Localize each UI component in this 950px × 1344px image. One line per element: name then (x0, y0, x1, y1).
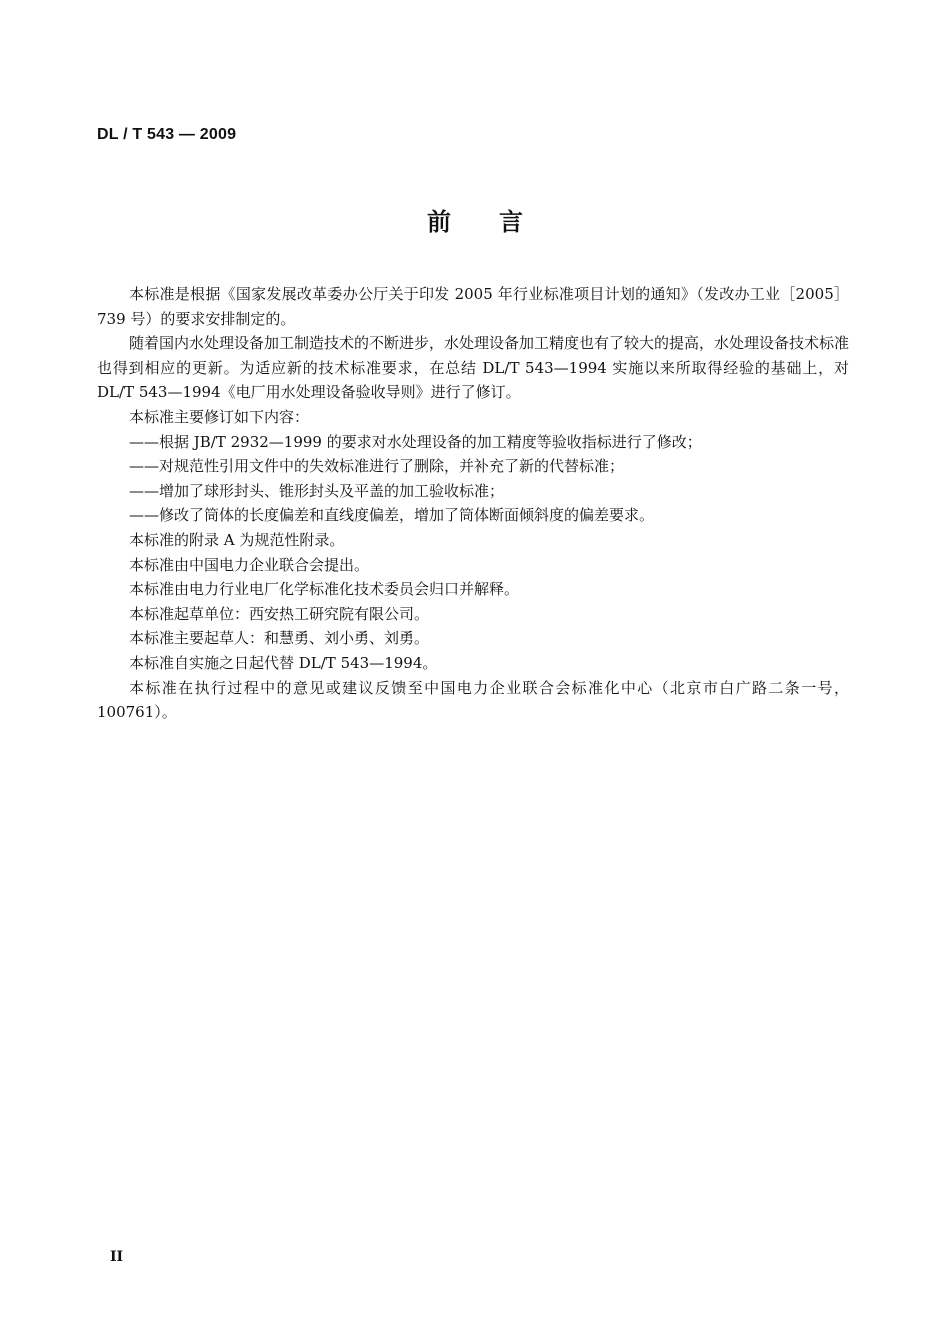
page-number: II (110, 1249, 124, 1265)
revision-item-4: ——修改了筒体的长度偏差和直线度偏差，增加了筒体断面倾斜度的偏差要求。 (129, 506, 655, 525)
paragraph-background: 随着国内水处理设备加工制造技术的不断进步，水处理设备加工精度也有了较大的提高，水处理设备技术标准也得到相应的更新。为适应新的技术标准要求，在总结 DL/T 543—1994 实施以来所取得经验的基础上，对 DL/T 543—1994《电厂用水处理设备验收导则》进行了修订。 (97, 334, 850, 402)
paragraph-committee: 本标准由电力行业电厂化学标准化技术委员会归口并解释。 (129, 580, 520, 599)
revision-item-2: ——对规范性引用文件中的失效标准进行了删除，并补充了新的代替标准； (129, 457, 625, 476)
paragraph-drafters: 本标准主要起草人：和慧勇、刘小勇、刘勇。 (129, 629, 430, 648)
paragraph-replaces: 本标准自实施之日起代替 DL/T 543—1994。 (129, 653, 438, 672)
document-code: DL / T 543 — 2009 (97, 126, 237, 143)
paragraph-proposer: 本标准由中国电力企业联合会提出。 (129, 555, 370, 574)
paragraph-revisions-intro: 本标准主要修订如下内容： (129, 407, 310, 426)
revision-item-3: ——增加了球形封头、锥形封头及平盖的加工验收标准； (129, 481, 505, 500)
paragraph-appendix: 本标准的附录 A 为规范性附录。 (129, 530, 345, 549)
page-title: 前言 (427, 208, 571, 236)
foreword-body (97, 282, 849, 725)
revision-item-1: ——根据 JB/T 2932—1999 的要求对水处理设备的加工精度等验收指标进行了修改； (129, 432, 702, 451)
paragraph-drafting-unit: 本标准起草单位：西安热工研究院有限公司。 (129, 604, 430, 623)
paragraph-feedback: 本标准在执行过程中的意见或建议反馈至中国电力企业联合会标准化中心（北京市白广路二条一号，100761）。 (97, 678, 849, 722)
paragraph-basis: 本标准是根据《国家发展改革委办公厅关于印发 2005 年行业标准项目计划的通知》（发改办工业［2005］739 号）的要求安排制定的。 (97, 285, 849, 328)
